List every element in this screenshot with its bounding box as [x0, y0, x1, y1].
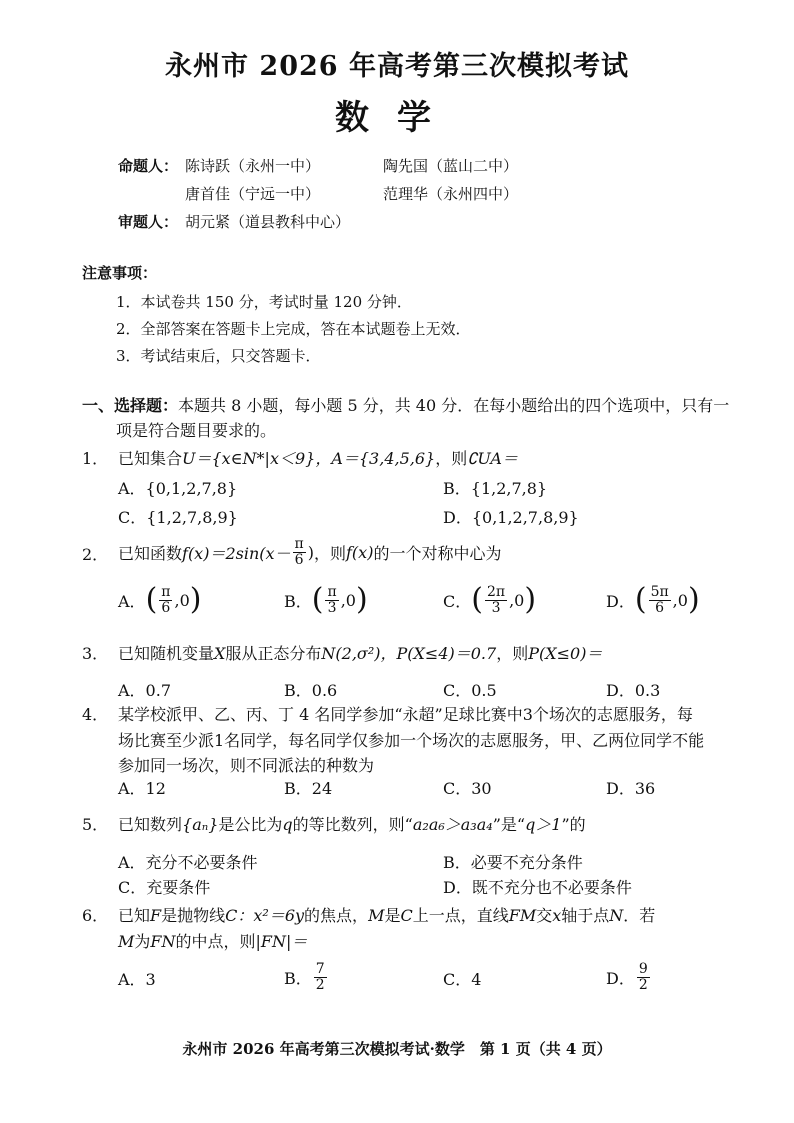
question-number: 5． — [82, 815, 109, 834]
question-2-stem — [118, 530, 501, 574]
option-a — [118, 578, 201, 622]
frac-den: 6 — [655, 599, 665, 616]
note-item: 2．全部答案在答题卡上完成，答在本试题卷上无效． — [116, 320, 471, 338]
option-fraction — [314, 962, 327, 993]
option-fraction — [649, 585, 671, 616]
q5-q: q — [282, 815, 293, 834]
section-intro — [82, 393, 729, 416]
q1-stem-math: U＝{x∈N*|x＜9}，A＝{3,4,5,6} — [182, 449, 436, 468]
question-4-line-2: 场比赛至少派1名同学，每名同学仅参加一个场次的志愿服务，甲、乙两位同学不能 — [118, 731, 705, 750]
option-b: B．24 — [284, 779, 333, 798]
frac-num: 5π — [650, 583, 669, 600]
question-1-stem — [118, 446, 518, 469]
section-desc-2: 项是符合题目要求的。 — [116, 421, 277, 440]
q2-frac-den: 6 — [294, 551, 304, 568]
q6-text: 是 — [384, 906, 401, 925]
option-a: A．12 — [118, 779, 166, 798]
option-tail: ,0 — [174, 590, 190, 610]
frac-den: 2 — [315, 976, 325, 993]
question-4-line-3: 参加同一场次，则不同派法的种数为 — [118, 756, 375, 775]
close-paren: ) — [355, 582, 368, 617]
option-fraction — [325, 585, 338, 616]
subject-title: 数学 — [335, 98, 459, 138]
option-label: A． — [118, 591, 146, 611]
question-6-line-2 — [118, 929, 307, 952]
q2-stem-math: f(x)＝2sin(x－ — [182, 543, 291, 563]
frac-num: π — [327, 583, 337, 600]
q6-var: FM — [508, 906, 537, 925]
close-paren: ) — [687, 582, 700, 617]
option-c: C．{1,2,7,8,9} — [118, 508, 238, 527]
q3-stem-b: 服从正态分布 — [225, 644, 322, 663]
question-6-line-1 — [118, 903, 655, 926]
reviewer: 胡元紧（道县教科中心） — [185, 213, 351, 231]
option-tail: ,0 — [509, 590, 525, 610]
q5-cond2: q＞1 — [525, 815, 562, 834]
option-label: C． — [443, 591, 472, 611]
open-paren: ( — [311, 582, 324, 617]
q3-var: X — [214, 644, 226, 663]
section-heading: 一、选择题： — [82, 396, 179, 415]
option-b — [284, 955, 329, 999]
option-d — [606, 578, 700, 622]
q2-fraction — [293, 537, 306, 568]
q5-stem-c: 的等比数列，则“ — [292, 815, 413, 834]
option-c: C．30 — [443, 779, 492, 798]
option-d: D．{0,1,2,7,8,9} — [443, 508, 579, 527]
option-b — [284, 578, 368, 622]
question-number: 6． — [82, 906, 109, 925]
q6-var: F — [150, 906, 162, 925]
option-b: B．0.6 — [284, 681, 338, 700]
q6-text: 已知 — [118, 906, 151, 925]
q5-stem-a: 已知数列 — [118, 815, 183, 834]
option-a: A．{0,1,2,7,8} — [118, 479, 238, 498]
q5-stem-e: ”的 — [561, 815, 586, 834]
frac-num: 9 — [638, 960, 648, 977]
q6-var: x — [552, 906, 562, 925]
page-footer: 永州市 2026 年高考第三次模拟考试·数学 第 1 页（共 4 页） — [182, 1040, 612, 1058]
option-label: D． — [606, 968, 635, 988]
open-paren: ( — [145, 582, 158, 617]
option-fraction — [637, 962, 650, 993]
notes-heading: 注意事项： — [82, 264, 158, 282]
question-number: 4． — [82, 705, 109, 724]
frac-den: 3 — [327, 599, 337, 616]
frac-num: 2π — [486, 583, 506, 600]
question-4-line-1: 某学校派甲、乙、丙、丁 4 名同学参加“永超”足球比赛中3个场次的志愿服务，每 — [118, 705, 693, 724]
option-b: B．{1,2,7,8} — [443, 479, 548, 498]
option-a: A．0.7 — [118, 681, 172, 700]
q1-stem-b: ，则 — [435, 449, 468, 468]
q1-stem-c: ∁UA＝ — [467, 449, 518, 468]
q6-var: C：x²＝6y — [225, 906, 305, 925]
option-fraction — [159, 585, 172, 616]
q5-cond1: a₂a₆＞a₃a₄ — [412, 815, 493, 834]
q6-text: ．若 — [623, 906, 656, 925]
proposer-3: 唐首佳（宁远一中） — [185, 185, 321, 203]
q6-var: C — [400, 906, 413, 925]
q5-stem-d: ”是“ — [492, 815, 526, 834]
option-tail: ,0 — [672, 590, 688, 610]
option-d: D．既不充分也不必要条件 — [443, 878, 632, 897]
proposer-4: 范理华（永州四中） — [383, 185, 519, 203]
close-paren: ) — [189, 582, 202, 617]
q6-var: |FN|＝ — [255, 932, 308, 951]
option-d: D．0.3 — [606, 681, 661, 700]
option-label: B． — [284, 968, 312, 988]
option-tail: ,0 — [340, 590, 356, 610]
q6-text: 为 — [134, 932, 151, 951]
frac-den: 2 — [638, 976, 648, 993]
option-b: B．必要不充分条件 — [443, 853, 583, 872]
close-paren: ) — [524, 582, 537, 617]
question-3-stem — [118, 641, 602, 664]
question-number: 1． — [82, 449, 109, 468]
q3-stem-d: P(X≤0)＝ — [528, 644, 603, 663]
exam-title: 永州市 2026 年高考第三次模拟考试 — [165, 51, 629, 82]
proposer-2: 陶先国（蓝山二中） — [383, 157, 519, 175]
question-5-stem — [118, 812, 586, 835]
option-a: A．3 — [118, 970, 156, 989]
q2-stem-a: 已知函数 — [118, 543, 183, 563]
question-number: 2． — [82, 545, 109, 564]
option-d: D．36 — [606, 779, 656, 798]
option-c: C．充要条件 — [118, 878, 211, 897]
q6-var: M — [118, 932, 135, 951]
q6-text: 上一点，直线 — [412, 906, 509, 925]
option-d — [606, 955, 652, 999]
frac-den: 6 — [161, 599, 171, 616]
note-item: 1．本试卷共 150 分，考试时量 120 分钟． — [116, 293, 412, 311]
q2-stem-c: f(x) — [346, 542, 374, 562]
section-desc-1: 本题共 8 小题，每小题 5 分，共 40 分．在每小题给出的四个选项中，只有一 — [178, 396, 730, 415]
q1-stem-a: 已知集合 — [118, 449, 183, 468]
option-c: C．0.5 — [443, 681, 497, 700]
q6-text: 的焦点， — [304, 906, 369, 925]
frac-num: π — [161, 583, 171, 600]
option-a: A．充分不必要条件 — [118, 853, 258, 872]
q2-stem-b: ，则 — [313, 543, 346, 563]
q2-stem-close: ) — [307, 542, 314, 562]
q3-stem-a: 已知随机变量 — [118, 644, 215, 663]
q3-stem-c: ，则 — [496, 644, 529, 663]
frac-den: 3 — [491, 599, 501, 616]
q6-text: 轴于点 — [561, 906, 610, 925]
option-label: B． — [284, 591, 312, 611]
note-item: 3．考试结束后，只交答题卡． — [116, 347, 321, 365]
q6-text: 是抛物线 — [161, 906, 226, 925]
q2-frac-num: π — [294, 535, 304, 552]
q6-text: 交 — [536, 906, 553, 925]
q5-stem-b: 是公比为 — [218, 815, 283, 834]
q2-stem-d: 的一个对称中心为 — [373, 543, 502, 563]
q5-seq: {aₙ} — [182, 815, 219, 834]
reviewer-label: 审题人： — [118, 213, 179, 231]
q6-var: N — [609, 906, 624, 925]
frac-num: 7 — [315, 960, 325, 977]
q6-var: M — [368, 906, 385, 925]
option-c: C．4 — [443, 970, 482, 989]
proposer-1: 陈诗跃（永州一中） — [185, 157, 321, 175]
open-paren: ( — [634, 582, 647, 617]
q6-text: 的中点，则 — [175, 932, 256, 951]
option-label: D． — [606, 591, 635, 611]
q3-dist: N(2,σ²)，P(X≤4)＝0.7 — [321, 644, 497, 663]
option-fraction — [485, 585, 507, 616]
proposers-label: 命题人： — [118, 157, 179, 175]
option-c — [443, 578, 536, 622]
question-number: 3． — [82, 644, 109, 663]
open-paren: ( — [471, 582, 483, 617]
q6-var: FN — [150, 932, 176, 951]
